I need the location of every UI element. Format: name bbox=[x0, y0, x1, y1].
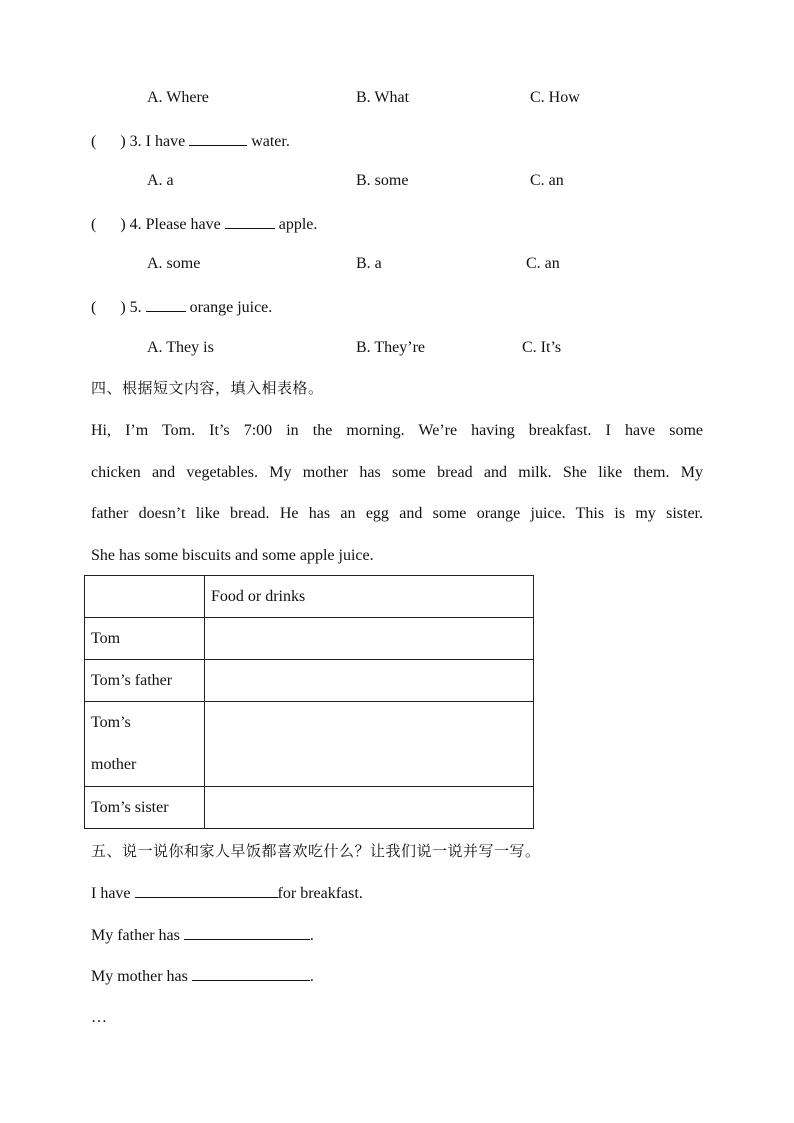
line2-prefix: My father has bbox=[91, 927, 184, 944]
line1-suffix: for breakfast. bbox=[277, 885, 363, 902]
q2-option-b: B. What bbox=[356, 89, 410, 106]
writing-line-3 bbox=[91, 965, 314, 987]
question-4 bbox=[91, 213, 317, 235]
table-row bbox=[85, 618, 534, 660]
q4-prefix: ( ) 4. Please have bbox=[91, 216, 225, 233]
q3-suffix: water. bbox=[247, 133, 290, 150]
row-label-mother bbox=[85, 702, 205, 787]
passage-line: She has some biscuits and some apple juice. bbox=[91, 546, 374, 564]
line1-prefix: I have bbox=[91, 885, 135, 902]
section-4-heading: 四、根据短文内容，填入相表格。 bbox=[91, 379, 324, 397]
question-5 bbox=[91, 296, 272, 318]
line1-blank[interactable] bbox=[135, 882, 278, 898]
q4-option-a: A. some bbox=[147, 255, 201, 272]
q4-option-b: B. a bbox=[356, 255, 382, 272]
food-table bbox=[84, 575, 534, 829]
q5-prefix: ( ) 5. bbox=[91, 299, 146, 316]
question-3 bbox=[91, 130, 290, 152]
q3-option-b: B. some bbox=[356, 172, 409, 189]
q2-option-a: A. Where bbox=[147, 89, 209, 106]
table-header-row bbox=[85, 576, 534, 618]
table-header-empty bbox=[85, 576, 205, 618]
passage-line: chicken and vegetables. My mother has some bread and milk. She like them. My bbox=[91, 463, 703, 481]
line3-prefix: My mother has bbox=[91, 968, 192, 985]
answer-cell-mother[interactable] bbox=[205, 702, 534, 787]
row-label-father: Tom’s father bbox=[85, 660, 205, 702]
line2-blank[interactable] bbox=[184, 924, 310, 940]
ellipsis: … bbox=[91, 1009, 107, 1026]
row-label-mother-line2: mother bbox=[91, 756, 137, 773]
table-row bbox=[85, 787, 534, 829]
q5-option-c: C. It’s bbox=[522, 339, 562, 356]
row-label-tom: Tom bbox=[85, 618, 205, 660]
answer-cell-tom[interactable] bbox=[205, 618, 534, 660]
row-label-mother-line1: Tom’s bbox=[91, 714, 131, 731]
q3-prefix: ( ) 3. I have bbox=[91, 133, 190, 150]
table-header-food: Food or drinks bbox=[205, 576, 534, 618]
writing-line-2 bbox=[91, 924, 314, 946]
q5-blank[interactable] bbox=[146, 296, 186, 312]
passage-line: Hi, I’m Tom. It’s 7:00 in the morning. We’re having breakfast. I have some bbox=[91, 422, 703, 439]
q3-option-a: A. a bbox=[147, 172, 174, 189]
table-row bbox=[85, 702, 534, 787]
q4-blank[interactable] bbox=[225, 213, 275, 229]
answer-cell-sister[interactable] bbox=[205, 787, 534, 829]
q5-option-b: B. They’re bbox=[356, 339, 426, 356]
q2-option-c: C. How bbox=[530, 89, 580, 106]
line2-suffix: . bbox=[309, 927, 314, 944]
row-label-sister: Tom’s sister bbox=[85, 787, 205, 829]
q5-option-a: A. They is bbox=[147, 339, 214, 356]
answer-cell-father[interactable] bbox=[205, 660, 534, 702]
line3-suffix: . bbox=[309, 968, 314, 985]
q3-blank[interactable] bbox=[189, 130, 247, 146]
q5-suffix: orange juice. bbox=[185, 299, 273, 316]
q4-suffix: apple. bbox=[274, 216, 318, 233]
writing-line-1 bbox=[91, 882, 363, 904]
q3-option-c: C. an bbox=[530, 172, 564, 189]
q4-option-c: C. an bbox=[526, 255, 560, 272]
section-5-heading: 五、说一说你和家人早饭都喜欢吃什么？让我们说一说并写一写。 bbox=[91, 842, 541, 860]
reading-passage bbox=[91, 421, 703, 587]
line3-blank[interactable] bbox=[192, 965, 310, 981]
table-row bbox=[85, 660, 534, 702]
passage-line: father doesn’t like bread. He has an egg and some orange juice. This is my sister. bbox=[91, 505, 703, 522]
